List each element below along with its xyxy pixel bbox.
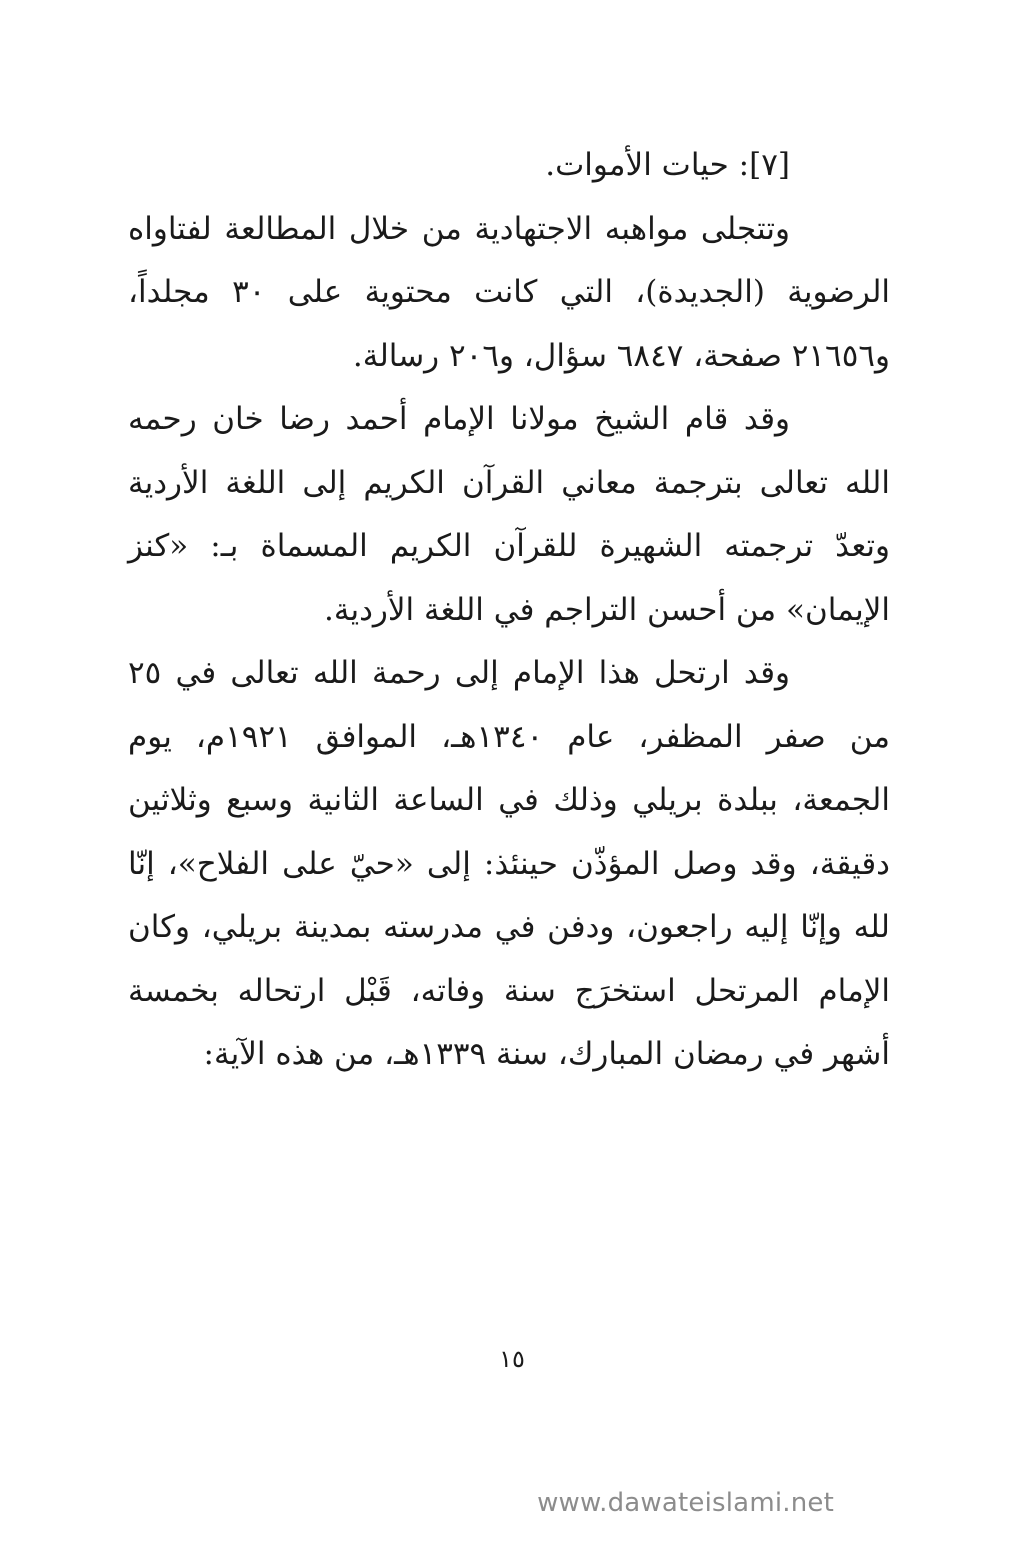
paragraph-fatawa: وتتجلى مواهبه الاجتهادية من خلال المطالعة لفتاواه الرضوية (الجديدة)، التي كانت محتوية على ٣٠ مجلداً، و٢١٦٥٦ صفحة، ٦٨٤٧ سؤال، و٢٠٦ رسالة. <box>128 210 890 374</box>
page-number: ١٥ <box>499 1345 525 1373</box>
paragraph-death: وقد ارتحل هذا الإمام إلى رحمة الله تعالى في ٢٥ من صفر المظفر، عام ١٣٤٠هـ، الموافق ١٩٢١م، يوم الجمعة، ببلدة بريلي وذلك في الساعة الثانية وسبع وثلاثين دقيقة، وقد وصل المؤذّن حينئذ: إلى «حيّ على الفلاح»، إنّا لله وإنّا إليه راجعون، ودفن في مدرسته بمدينة بريلي، وكان الإمام المرتحل استخرَج سنة وفاته، قَبْل ارتحاله بخمسة أشهر في رمضان المبارك، سنة ١٣٣٩هـ، من هذه الآية: <box>128 655 890 1072</box>
paragraph-list-item: [٧]: حيات الأموات. <box>545 147 790 183</box>
site-watermark: www.dawateislami.net <box>537 1488 834 1518</box>
paragraph-translation: وقد قام الشيخ مولانا الإمام أحمد رضا خان رحمه الله تعالى بترجمة معاني القرآن الكريم إلى اللغة الأردية وتعدّ ترجمته الشهيرة للقرآن الكريم المسماة بـ: «كنز الإيمان» من أحسن التراجم في اللغة الأردية. <box>128 401 890 628</box>
body-text <box>128 134 890 1087</box>
